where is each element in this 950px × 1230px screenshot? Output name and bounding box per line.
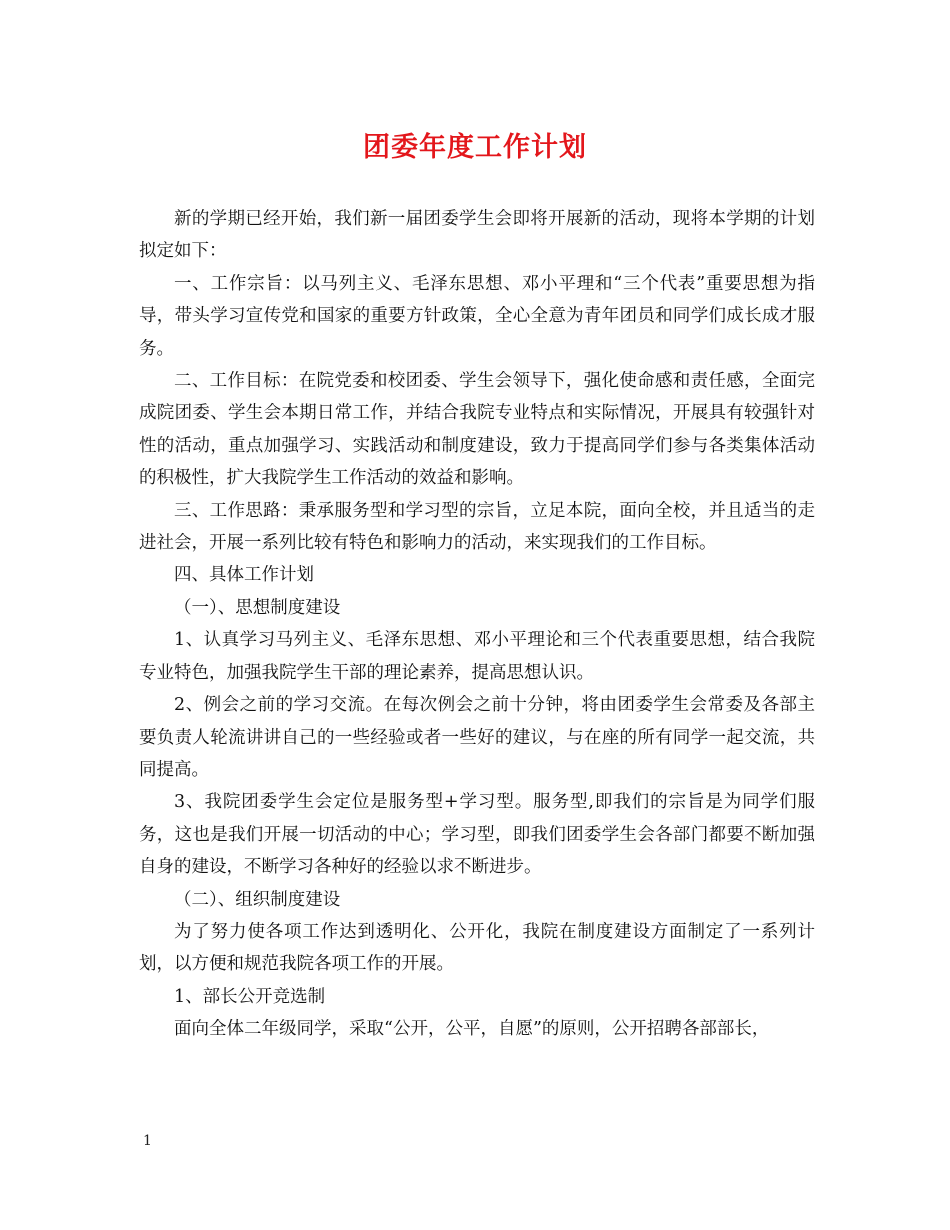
ideology-item-3: 3、我院团委学生会定位是服务型+学习型。服务型,即我们的宗旨是为同学们服务，这也是我们开展一切活动的中心；学习型，即我们团委学生会各部门都要不断加强自身的建设，不断学习各种好的经验以求不断进步。 — [139, 792, 815, 878]
intro-paragraph: 新的学期已经开始，我们新一届团委学生会即将开展新的活动，现将本学期的计划拟定如下： — [139, 209, 815, 262]
organization-intro: 为了努力使各项工作达到透明化、公开化，我院在制度建设方面制定了一系列计划，以方便和规范我院各项工作的开展。 — [139, 921, 815, 975]
organization-item-1-text: 面向全体二年级同学，采取“公开，公平，自愿”的原则，公开招聘各部部长， — [174, 1019, 770, 1040]
purpose-paragraph: 一、工作宗旨：以马列主义、毛泽东思想、邓小平理和“三个代表”重要思想为指导，带头学习宣传党和国家的重要方针政策，全心全意为青年团员和同学们成长成才服务。 — [139, 273, 815, 359]
document-body — [139, 203, 815, 1046]
ideology-item-2: 2、例会之前的学习交流。在每次例会之前十分钟，将由团委学生会常委及各部主要负责人轮流讲讲自己的一些经验或者一些好的建议，与在座的所有同学一起交流，共同提高。 — [139, 695, 815, 780]
plan-heading: 四、具体工作计划 — [174, 565, 314, 586]
approach-paragraph: 三、工作思路：秉承服务型和学习型的宗旨，立足本院，面向全校，并且适当的走进社会，开展一系列比较有特色和影响力的活动，来实现我们的工作目标。 — [139, 500, 815, 554]
section-heading-organization: （二）、组织制度建设 — [174, 889, 341, 910]
section-heading-ideology: （一）、思想制度建设 — [174, 597, 341, 618]
page-number: 1 — [143, 1133, 152, 1149]
document-title: 团委年度工作计划 — [363, 132, 587, 163]
ideology-item-1: 1、认真学习马列主义、毛泽东思想、邓小平理论和三个代表重要思想，结合我院专业特色，加强我院学生干部的理论素养，提高思想认识。 — [139, 630, 815, 683]
goal-paragraph: 二、工作目标：在院党委和校团委、学生会领导下，强化使命感和责任感，全面完成院团委、学生会本期日常工作，并结合我院专业特点和实际情况，开展具有较强针对性的活动，重点加强学习、实践活动和制度建设，致力于提高同学们参与各类集体活动的积极性，扩大我院学生工作活动的效益和影响。 — [139, 371, 815, 489]
organization-item-1-heading: 1、部长公开竞选制 — [174, 986, 326, 1007]
